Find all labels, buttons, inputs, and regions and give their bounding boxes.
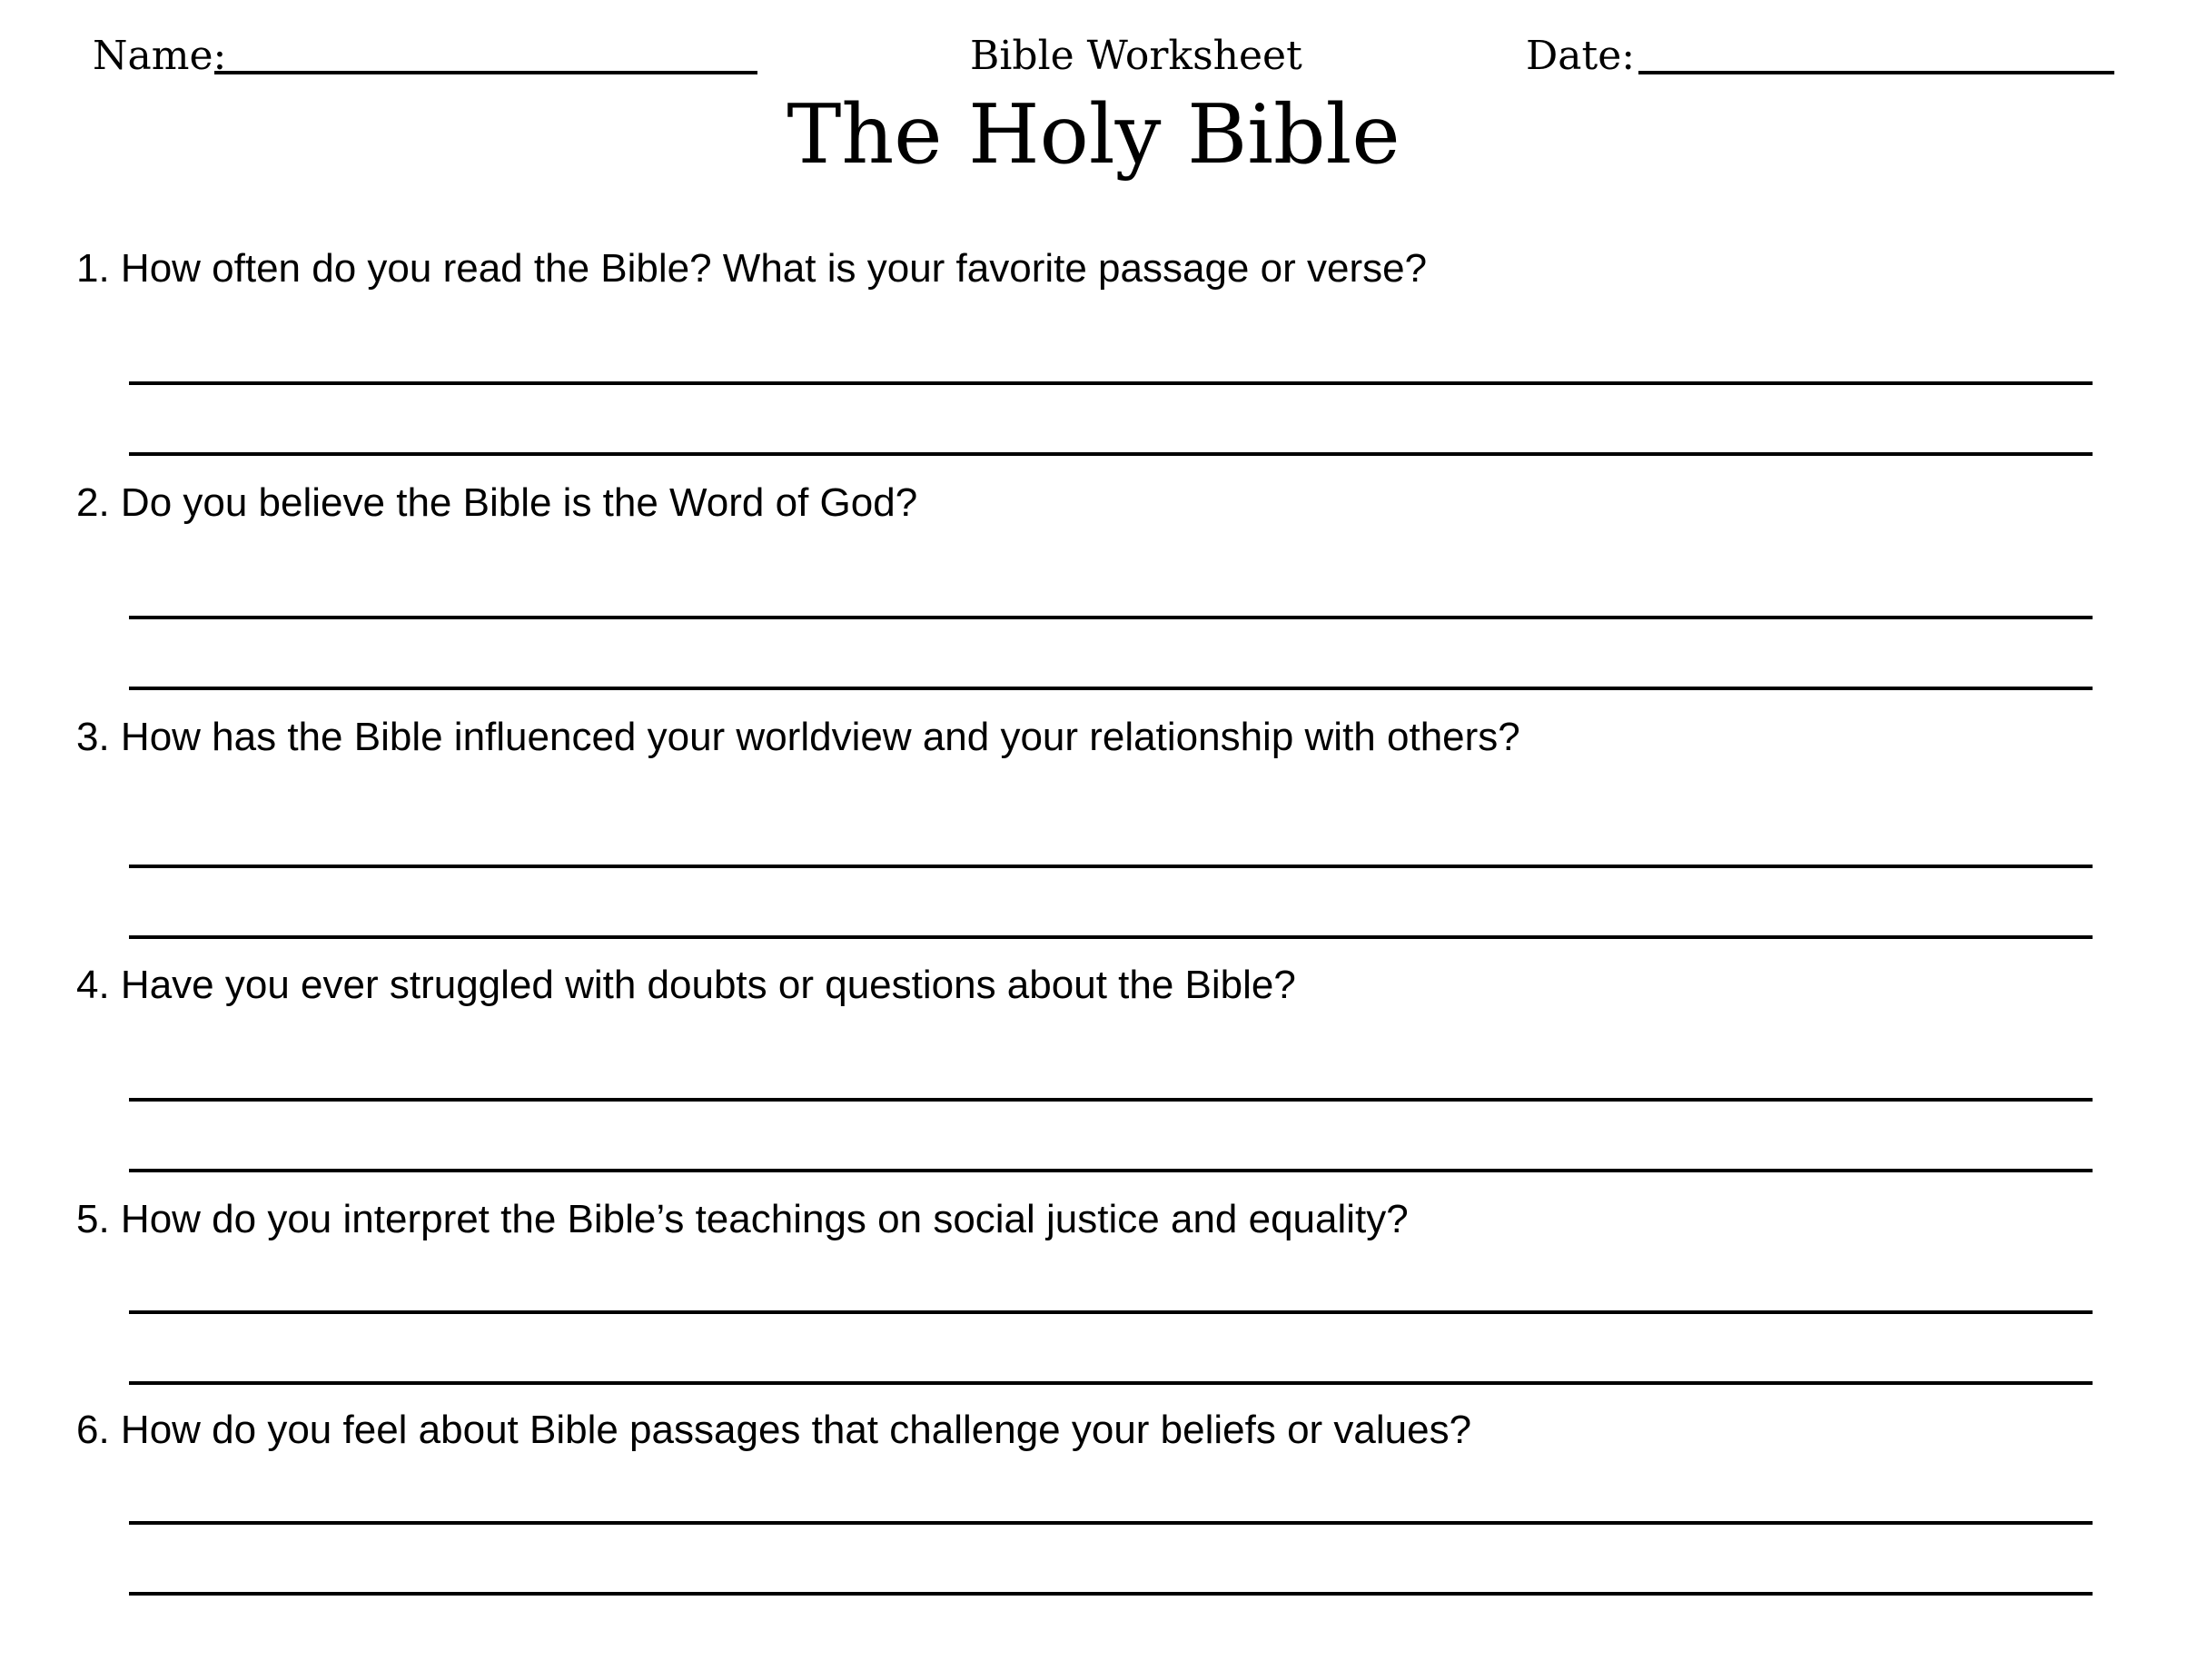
- question-text: 2. Do you believe the Bible is the Word of God?: [76, 480, 918, 525]
- answer-line[interactable]: [129, 865, 2093, 868]
- question-3: [76, 717, 2111, 757]
- question-text: 4. Have you ever struggled with doubts or questions about the Bible?: [76, 963, 1296, 1007]
- answer-line[interactable]: [129, 1381, 2093, 1385]
- answer-line[interactable]: [129, 1592, 2093, 1596]
- question-1: [76, 246, 2111, 291]
- answer-line[interactable]: [129, 935, 2093, 939]
- answer-line[interactable]: [129, 1169, 2093, 1172]
- answer-line[interactable]: [129, 452, 2093, 456]
- answer-line[interactable]: [129, 381, 2093, 385]
- answer-line[interactable]: [129, 1521, 2093, 1525]
- date-field-line[interactable]: [1638, 71, 2114, 74]
- worksheet-subtitle: Bible Worksheet: [970, 33, 1302, 79]
- question-6: [76, 1410, 2111, 1450]
- page-title: The Holy Bible: [787, 87, 1400, 183]
- question-2: [76, 480, 2111, 525]
- question-text: 1. How often do you read the Bible? What is your favorite passage or verse?: [76, 246, 1428, 291]
- question-text: 3. How has the Bible influenced your worldview and your relationship with others?: [76, 715, 1520, 759]
- question-text: 6. How do you feel about Bible passages that challenge your beliefs or values?: [76, 1408, 1472, 1452]
- question-text: 5. How do you interpret the Bible’s teachings on social justice and equality?: [76, 1197, 1409, 1241]
- name-field-line[interactable]: [214, 71, 757, 74]
- answer-line[interactable]: [129, 616, 2093, 619]
- answer-line[interactable]: [129, 1098, 2093, 1102]
- answer-line[interactable]: [129, 1310, 2093, 1314]
- name-label: Name:: [93, 33, 227, 79]
- answer-line[interactable]: [129, 687, 2093, 690]
- question-4: [76, 965, 2111, 1005]
- question-5: [76, 1197, 2111, 1241]
- date-label: Date:: [1526, 33, 1636, 79]
